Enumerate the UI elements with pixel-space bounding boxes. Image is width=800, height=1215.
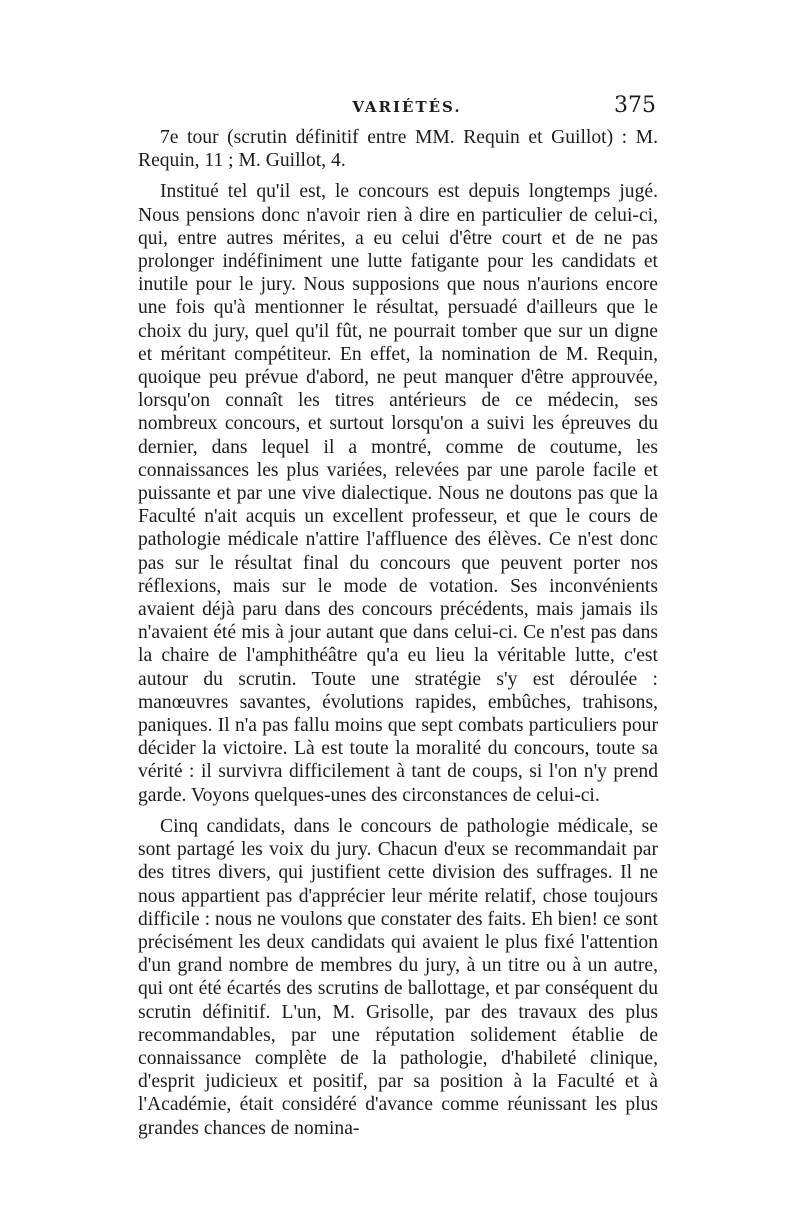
running-title: VARIÉTÉS. xyxy=(352,98,462,116)
body-text xyxy=(138,126,658,1140)
page-number: 375 xyxy=(614,93,656,118)
paragraph-candidates: Cinq candidats, dans le concours de pathologie médicale, se sont partagé les voix du jury. Chacun d'eux se recommandait par des titres divers, qui justifient cette division des suffrages. Il ne nous appartient pas d'apprécier leur mérite relatif, chose toujours difficile : nous ne voulons que constater des faits. Eh bien! ce sont précisément les deux candidats qui avaient le plus fixé l'attention d'un grand nombre de membres du jury, à un titre ou à un autre, qui ont été écartés des scrutins de ballottage, et par conséquent du scrutin définitif. L'un, M. Grisolle, par des travaux des plus recommandables, par une réputation solidement établie de connaissance complète de la pathologie, d'habileté clinique, d'esprit judicieux et positif, par sa position à la Faculté et à l'Académie, était considéré d'avance comme réunissant les plus grandes chances de nomina- xyxy=(138,815,658,1139)
paragraph-concours-judgement: Institué tel qu'il est, le concours est depuis longtemps jugé. Nous pensions donc n'avoir rien à dire en particulier de celui-ci, qui, entre autres mérites, a eu celui d'être court et de ne pas prolonger indéfiniment une lutte fatigante pour les candidats et inutile pour le jury. Nous supposions que nous n'aurions encore une fois qu'à mentionner le résultat, persuadé d'ailleurs que le choix du jury, quel qu'il fût, ne pourrait tomber que sur un digne et méritant compétiteur. En effet, la nomination de M. Requin, quoique peu prévue d'abord, ne peut manquer d'être approuvée, lorsqu'on connaît les titres antérieurs de ce médecin, ses nombreux concours, et surtout lorsqu'on a suivi les épreuves du dernier, dans lequel il a montré, comme de coutume, les connaissances les plus variées, relevées par une parole facile et puissante et par une vive dialectique. Nous ne doutons pas que la Faculté n'ait acquis un excellent professeur, et que le cours de pathologie médicale n'attire l'affluence des élèves. Ce n'est donc pas sur le résultat final du concours que peuvent porter nos réflexions, mais sur le mode de votation. Ses inconvénients avaient déjà paru dans des concours précédents, mais jamais ils n'avaient été mis à jour autant que dans celui-ci. Ce n'est pas dans la chaire de l'amphithéâtre qu'a eu lieu la véritable lutte, c'est autour du scrutin. Toute une stratégie s'y est déroulée : manœuvres savantes, évolutions rapides, embûches, trahisons, paniques. Il n'a pas fallu moins que sept combats particuliers pour décider la victoire. Là est toute la moralité du concours, toute sa vérité : il survivra difficilement à tant de coups, si l'on n'y prend garde. Voyons quelques-unes des circonstances de celui-ci. xyxy=(138,181,658,806)
running-head xyxy=(158,93,656,126)
paragraph-vote-result: 7e tour (scrutin définitif entre MM. Requin et Guillot) : M. Requin, 11 ; M. Guillot, 4. xyxy=(138,127,658,172)
